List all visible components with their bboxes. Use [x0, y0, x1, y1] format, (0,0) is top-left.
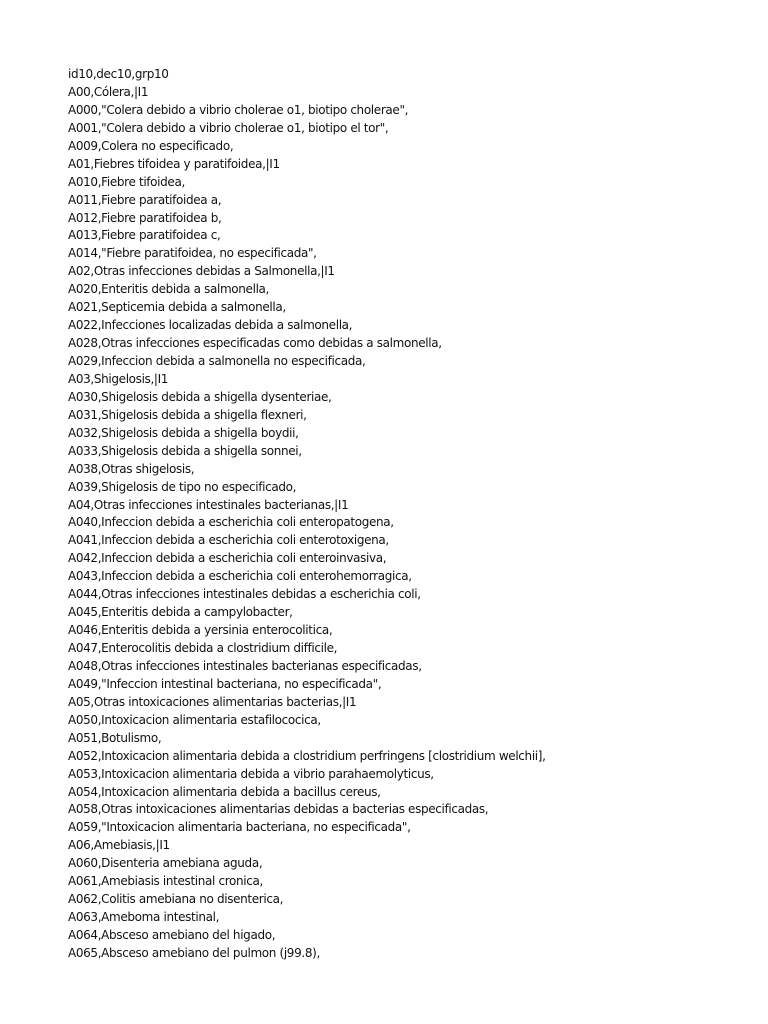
csv-line: A021,Septicemia debida a salmonella,	[68, 300, 286, 315]
csv-line: A04,Otras infecciones intestinales bacterianas,|I1	[68, 497, 349, 512]
csv-line: A060,Disenteria amebiana aguda,	[68, 856, 263, 871]
csv-line: A05,Otras intoxicaciones alimentarias bacterias,|I1	[68, 694, 357, 709]
csv-line: A058,Otras intoxicaciones alimentarias debidas a bacterias especificadas,	[68, 802, 489, 817]
csv-line: A020,Enteritis debida a salmonella,	[68, 282, 270, 297]
csv-line: A011,Fiebre paratifoidea a,	[68, 192, 222, 207]
csv-line: A000,"Colera debido a vibrio cholerae o1, biotipo cholerae",	[68, 102, 409, 117]
csv-line: A048,Otras infecciones intestinales bacterianas especificadas,	[68, 658, 422, 673]
csv-line: A00,Cólera,|I1	[68, 84, 149, 99]
csv-line: A042,Infeccion debida a escherichia coli enteroinvasiva,	[68, 551, 387, 566]
csv-line: A039,Shigelosis de tipo no especificado,	[68, 479, 297, 494]
csv-line: A043,Infeccion debida a escherichia coli enterohemorragica,	[68, 569, 412, 584]
csv-line: A031,Shigelosis debida a shigella flexneri,	[68, 407, 307, 422]
csv-line: A051,Botulismo,	[68, 730, 162, 745]
csv-line: A009,Colera no especificado,	[68, 138, 234, 153]
csv-line: A053,Intoxicacion alimentaria debida a vibrio parahaemolyticus,	[68, 766, 434, 781]
csv-line: A041,Infeccion debida a escherichia coli enterotoxigena,	[68, 533, 389, 548]
csv-line: A010,Fiebre tifoidea,	[68, 174, 185, 189]
csv-line: A06,Amebiasis,|I1	[68, 838, 170, 853]
csv-line: A049,"Infeccion intestinal bacteriana, no especificada",	[68, 676, 382, 691]
csv-line: A050,Intoxicacion alimentaria estafilococica,	[68, 712, 321, 727]
csv-lines	[68, 66, 546, 963]
csv-line: A047,Enterocolitis debida a clostridium difficile,	[68, 641, 338, 655]
csv-line: id10,dec10,grp10	[68, 67, 169, 81]
csv-line: A052,Intoxicacion alimentaria debida a clostridium perfringens [clostridium welchii],	[68, 748, 546, 763]
csv-line: A022,Infecciones localizadas debida a salmonella,	[68, 318, 353, 333]
csv-line: A064,Absceso amebiano del higado,	[68, 928, 276, 942]
csv-line: A045,Enteritis debida a campylobacter,	[68, 605, 293, 620]
csv-line: A044,Otras infecciones intestinales debidas a escherichia coli,	[68, 587, 421, 602]
csv-line: A065,Absceso amebiano del pulmon (j99.8),	[68, 945, 320, 960]
csv-line: A03,Shigelosis,|I1	[68, 371, 169, 386]
csv-line: A032,Shigelosis debida a shigella boydii,	[68, 425, 299, 440]
csv-line: A012,Fiebre paratifoidea b,	[68, 210, 222, 225]
csv-line: A030,Shigelosis debida a shigella dysenteriae,	[68, 389, 332, 404]
csv-line: A046,Enteritis debida a yersinia enterocolitica,	[68, 623, 333, 638]
csv-line: A040,Infeccion debida a escherichia coli enteropatogena,	[68, 515, 394, 530]
csv-line: A028,Otras infecciones especificadas como debidas a salmonella,	[68, 336, 442, 351]
csv-line: A02,Otras infecciones debidas a Salmonella,|I1	[68, 264, 335, 279]
csv-line: A033,Shigelosis debida a shigella sonnei,	[68, 443, 302, 458]
csv-line: A054,Intoxicacion alimentaria debida a bacillus cereus,	[68, 784, 381, 799]
csv-line: A063,Ameboma intestinal,	[68, 910, 220, 925]
csv-line: A029,Infeccion debida a salmonella no especificada,	[68, 354, 366, 368]
csv-line: A01,Fiebres tifoidea y paratifoidea,|I1	[68, 156, 280, 171]
csv-line: A061,Amebiasis intestinal cronica,	[68, 874, 264, 889]
csv-line: A038,Otras shigelosis,	[68, 461, 195, 476]
csv-line: A014,"Fiebre paratifoidea, no especificada",	[68, 246, 317, 261]
csv-line: A001,"Colera debido a vibrio cholerae o1, biotipo el tor",	[68, 120, 389, 135]
csv-line: A059,"Intoxicacion alimentaria bacteriana, no especificada",	[68, 820, 411, 835]
csv-line: A062,Colitis amebiana no disenterica,	[68, 892, 284, 907]
csv-line: A013,Fiebre paratifoidea c,	[68, 228, 221, 243]
